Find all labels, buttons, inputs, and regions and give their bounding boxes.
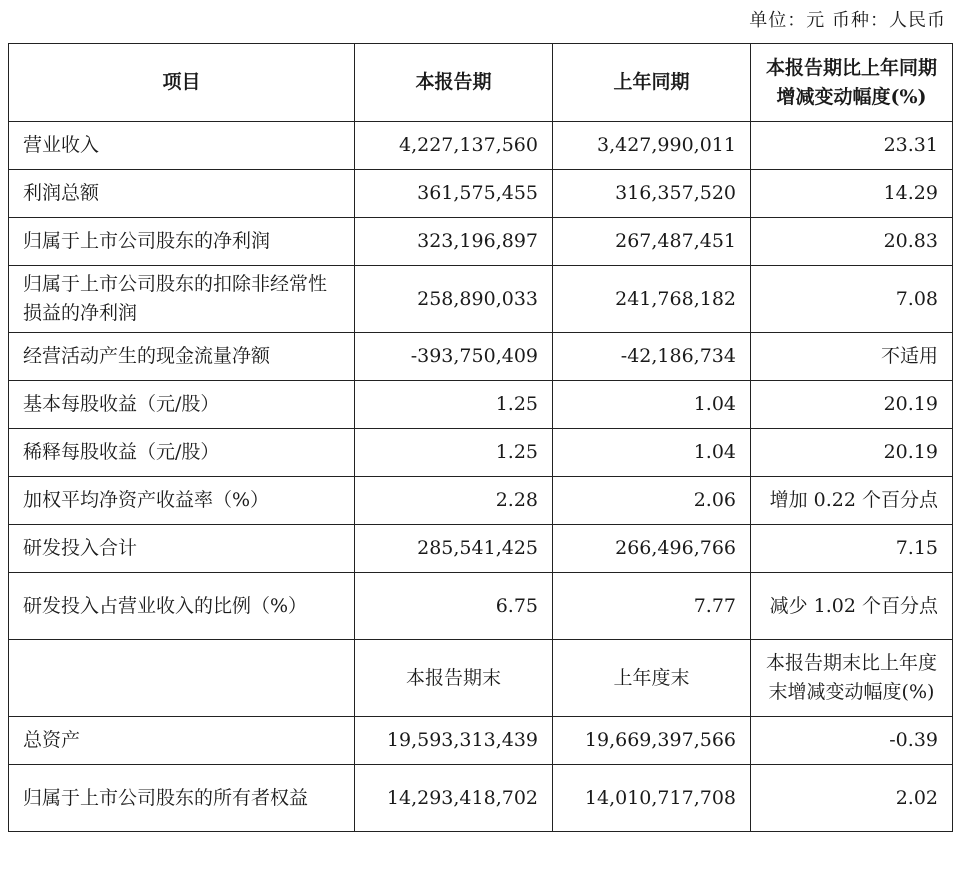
table-subheader-row <box>9 640 953 717</box>
row-prior: 267,487,451 <box>553 218 751 266</box>
row-item: 研发投入合计 <box>9 525 355 573</box>
row-prior: -42,186,734 <box>553 333 751 381</box>
subheader-change-pct: 本报告期末比上年度末增减变动幅度(%) <box>751 640 953 717</box>
row-item: 总资产 <box>9 717 355 765</box>
row-change: 20.83 <box>751 218 953 266</box>
table-row <box>9 525 953 573</box>
row-change: 14.29 <box>751 170 953 218</box>
row-prior: 316,357,520 <box>553 170 751 218</box>
row-prior: 1.04 <box>553 429 751 477</box>
table-header-row <box>9 44 953 122</box>
row-current: 361,575,455 <box>355 170 553 218</box>
row-item: 稀释每股收益（元/股） <box>9 429 355 477</box>
subheader-current-period-end: 本报告期末 <box>355 640 553 717</box>
row-prior: 266,496,766 <box>553 525 751 573</box>
row-change: 20.19 <box>751 381 953 429</box>
row-change: 增加 0.22 个百分点 <box>751 477 953 525</box>
row-item: 归属于上市公司股东的所有者权益 <box>9 765 355 832</box>
row-current: 1.25 <box>355 429 553 477</box>
row-current: 1.25 <box>355 381 553 429</box>
row-change: 减少 1.02 个百分点 <box>751 573 953 640</box>
row-prior: 14,010,717,708 <box>553 765 751 832</box>
table-row <box>9 333 953 381</box>
row-item: 基本每股收益（元/股） <box>9 381 355 429</box>
row-change: 2.02 <box>751 765 953 832</box>
header-item: 项目 <box>9 44 355 122</box>
row-item: 归属于上市公司股东的扣除非经常性损益的净利润 <box>9 266 355 333</box>
row-prior: 19,669,397,566 <box>553 717 751 765</box>
subheader-prior-year-end: 上年度末 <box>553 640 751 717</box>
row-current: 6.75 <box>355 573 553 640</box>
row-current: 19,593,313,439 <box>355 717 553 765</box>
table-row <box>9 266 953 333</box>
row-change: 7.08 <box>751 266 953 333</box>
row-prior: 3,427,990,011 <box>553 122 751 170</box>
header-prior-period: 上年同期 <box>553 44 751 122</box>
row-item: 研发投入占营业收入的比例（%） <box>9 573 355 640</box>
row-current: 14,293,418,702 <box>355 765 553 832</box>
row-item: 营业收入 <box>9 122 355 170</box>
row-current: 323,196,897 <box>355 218 553 266</box>
row-change: 7.15 <box>751 525 953 573</box>
row-change: 20.19 <box>751 429 953 477</box>
header-current-period: 本报告期 <box>355 44 553 122</box>
table-row <box>9 765 953 832</box>
unit-currency-note: 单位：元 币种：人民币 <box>749 10 946 31</box>
row-current: -393,750,409 <box>355 333 553 381</box>
header-change-pct: 本报告期比上年同期增减变动幅度(%) <box>751 44 953 122</box>
row-prior: 7.77 <box>553 573 751 640</box>
row-prior: 1.04 <box>553 381 751 429</box>
row-item: 归属于上市公司股东的净利润 <box>9 218 355 266</box>
row-prior: 241,768,182 <box>553 266 751 333</box>
row-item: 利润总额 <box>9 170 355 218</box>
table-row <box>9 381 953 429</box>
row-item: 加权平均净资产收益率（%） <box>9 477 355 525</box>
row-change: 23.31 <box>751 122 953 170</box>
table-row <box>9 573 953 640</box>
row-current: 4,227,137,560 <box>355 122 553 170</box>
table-row <box>9 218 953 266</box>
row-change: 不适用 <box>751 333 953 381</box>
row-current: 2.28 <box>355 477 553 525</box>
row-change: -0.39 <box>751 717 953 765</box>
row-current: 258,890,033 <box>355 266 553 333</box>
row-item: 经营活动产生的现金流量净额 <box>9 333 355 381</box>
table-row <box>9 122 953 170</box>
table-row <box>9 717 953 765</box>
table-row <box>9 429 953 477</box>
table-row <box>9 477 953 525</box>
subheader-item <box>9 640 355 717</box>
row-prior: 2.06 <box>553 477 751 525</box>
table-row <box>9 170 953 218</box>
row-current: 285,541,425 <box>355 525 553 573</box>
financial-summary-table <box>8 43 953 832</box>
